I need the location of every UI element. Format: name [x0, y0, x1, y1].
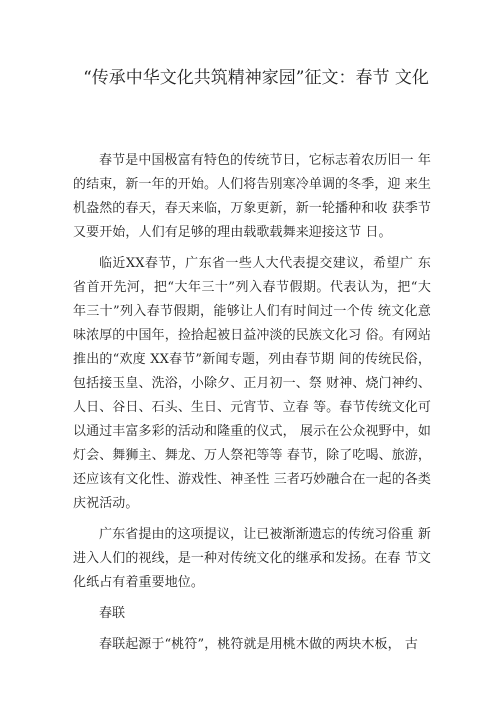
paragraph-2: 临近XX春节，广东省一些人大代表提交建议，希望广 东省首开先河，把“大年三十”列入春节假期。代表认为，把“大年三十”列入春节假期，能够让人们有时间过一个传 统文化意味浓厚的中国年，捡拾起被日益冲淡的民族文化习 俗。有网站推出的“欢度 XX春节”新闻专题，列由春节期 间的传统民俗，包括接玉皇、洗浴，小除夕、正月初一、祭 财神、烧门神约、人日、谷日、石头、生日、元宵节、立春 等。春节传统文化可以通过丰富多彩的活动和隆重的仪式， 展示在公众视野中，如灯会、舞狮主、舞龙、万人祭祀等等 春节，除了吃喝、旅游，还应该有文化性、游戏性、神圣性 三者巧妙融合在一起的各类庆祝活动。 — [73, 256, 431, 511]
document-title: “传承中华文化共筑精神家园”征文：春节 文化 — [83, 68, 429, 88]
paragraph-4: 春联起源于“桃符”，桃符就是用桃木做的两块木板， 古 — [99, 637, 419, 652]
document-body — [73, 149, 431, 664]
paragraph-1: 春节是中国极富有特色的传统节日，它标志着农历旧一 年的结束，新一年的开始。人们将告别寒冷单调的冬季，迎 来生机盎然的春天，春天来临，万象更新，新一轮播种和收 获季节又要开始，人们有足够的理由载歌载舞来迎接这节 日。 — [73, 153, 431, 240]
section-heading: 春联 — [99, 606, 126, 621]
paragraph-3: 广东省提由的这项提议，让已被渐渐遗忘的传统习俗重 新进入人们的视线，是一种对传统文化的继承和发扬。在春 节文化纸占有着重要地位。 — [73, 527, 431, 590]
